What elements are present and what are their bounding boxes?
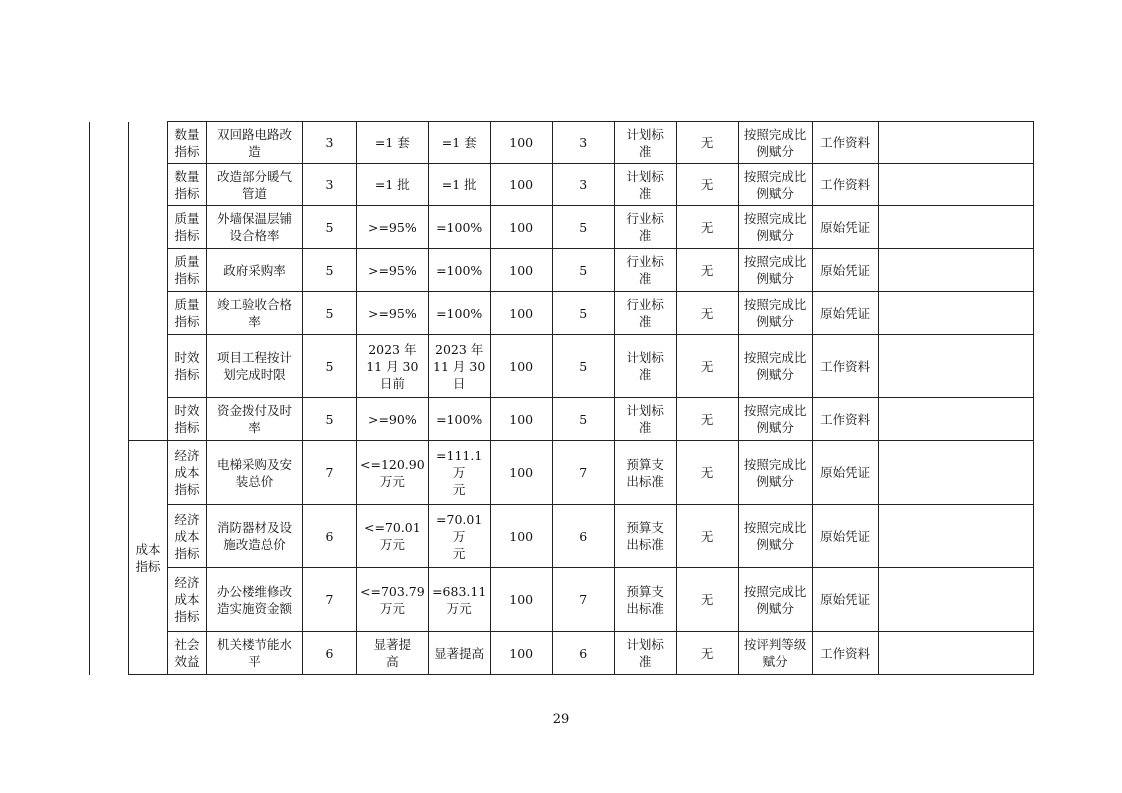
indicator-item-cell: 电梯采购及安 装总价: [207, 441, 303, 505]
indicator-item-cell: 外墙保温层铺 设合格率: [207, 206, 303, 249]
completion-rate-cell: 100: [490, 292, 552, 335]
page-number: 29: [552, 712, 570, 727]
note-cell: [878, 441, 1033, 505]
sub-indicator-cell: 质量 指标: [168, 292, 207, 335]
target-value-cell: <=70.01 万元: [357, 505, 429, 568]
weight-cell: 3: [303, 164, 357, 206]
weight-cell: 7: [303, 441, 357, 505]
actual-value-cell: =100%: [428, 249, 490, 292]
deduction-cell: 无: [676, 505, 738, 568]
cost-category-cell: 成本 指标: [129, 441, 168, 675]
target-value-cell: =1 批: [357, 164, 429, 206]
completion-rate-cell: 100: [490, 568, 552, 632]
scoring-method-cell: 按照完成比 例赋分: [738, 505, 812, 568]
target-value-cell: 显著提 高: [357, 632, 429, 675]
sub-indicator-cell: 数量 指标: [168, 164, 207, 206]
scoring-method-cell: 按照完成比 例赋分: [738, 249, 812, 292]
completion-rate-cell: 100: [490, 335, 552, 398]
standard-cell: 计划标 准: [614, 164, 676, 206]
score-cell: 6: [552, 632, 614, 675]
standard-cell: 计划标 准: [614, 122, 676, 164]
scoring-method-cell: 按照完成比 例赋分: [738, 122, 812, 164]
indicator-item-cell: 项目工程按计 划完成时限: [207, 335, 303, 398]
indicator-item-cell: 办公楼维修改 造实施资金额: [207, 568, 303, 632]
scoring-method-cell: 按照完成比 例赋分: [738, 441, 812, 505]
target-value-cell: <=120.90 万元: [357, 441, 429, 505]
weight-cell: 5: [303, 249, 357, 292]
scoring-method-cell: 按照完成比 例赋分: [738, 292, 812, 335]
note-cell: [878, 335, 1033, 398]
sub-indicator-cell: 社会 效益: [168, 632, 207, 675]
standard-cell: 预算支 出标准: [614, 568, 676, 632]
deduction-cell: 无: [676, 164, 738, 206]
evidence-source-cell: 原始凭证: [812, 249, 878, 292]
note-cell: [878, 164, 1033, 206]
completion-rate-cell: 100: [490, 122, 552, 164]
completion-rate-cell: 100: [490, 398, 552, 441]
score-cell: 7: [552, 568, 614, 632]
actual-value-cell: =100%: [428, 206, 490, 249]
actual-value-cell: =100%: [428, 292, 490, 335]
note-cell: [878, 249, 1033, 292]
target-value-cell: =1 套: [357, 122, 429, 164]
indicator-item-cell: 资金拨付及时 率: [207, 398, 303, 441]
deduction-cell: 无: [676, 632, 738, 675]
level2-category-cell: [129, 122, 168, 441]
scoring-method-cell: 按照完成比 例赋分: [738, 335, 812, 398]
actual-value-cell: =683.11 万元: [428, 568, 490, 632]
standard-cell: 计划标 准: [614, 398, 676, 441]
evidence-source-cell: 工作资料: [812, 335, 878, 398]
evidence-source-cell: 工作资料: [812, 164, 878, 206]
score-cell: 7: [552, 441, 614, 505]
score-cell: 3: [552, 122, 614, 164]
scoring-method-cell: 按照完成比 例赋分: [738, 206, 812, 249]
indicator-item-cell: 政府采购率: [207, 249, 303, 292]
indicator-item-cell: 竣工验收合格 率: [207, 292, 303, 335]
actual-value-cell: 显著提高: [428, 632, 490, 675]
indicator-item-cell: 双回路电路改 造: [207, 122, 303, 164]
completion-rate-cell: 100: [490, 632, 552, 675]
note-cell: [878, 122, 1033, 164]
note-cell: [878, 292, 1033, 335]
standard-cell: 计划标 准: [614, 335, 676, 398]
evidence-source-cell: 原始凭证: [812, 568, 878, 632]
indicator-item-cell: 改造部分暖气 管道: [207, 164, 303, 206]
target-value-cell: 2023 年 11 月 30 日前: [357, 335, 429, 398]
completion-rate-cell: 100: [490, 505, 552, 568]
weight-cell: 5: [303, 335, 357, 398]
deduction-cell: 无: [676, 206, 738, 249]
scoring-method-cell: 按评判等级 赋分: [738, 632, 812, 675]
target-value-cell: <=703.79 万元: [357, 568, 429, 632]
note-cell: [878, 632, 1033, 675]
score-cell: 5: [552, 206, 614, 249]
evidence-source-cell: 原始凭证: [812, 206, 878, 249]
note-cell: [878, 206, 1033, 249]
deduction-cell: 无: [676, 292, 738, 335]
actual-value-cell: =111.1 万 元: [428, 441, 490, 505]
target-value-cell: >=95%: [357, 292, 429, 335]
score-cell: 6: [552, 505, 614, 568]
scoring-method-cell: 按照完成比 例赋分: [738, 398, 812, 441]
sub-indicator-cell: 时效 指标: [168, 335, 207, 398]
completion-rate-cell: 100: [490, 249, 552, 292]
evidence-source-cell: 工作资料: [812, 398, 878, 441]
weight-cell: 5: [303, 398, 357, 441]
scoring-method-cell: 按照完成比 例赋分: [738, 568, 812, 632]
deduction-cell: 无: [676, 441, 738, 505]
actual-value-cell: =1 套: [428, 122, 490, 164]
sub-indicator-cell: 时效 指标: [168, 398, 207, 441]
performance-indicator-table: [89, 121, 1034, 675]
standard-cell: 计划标 准: [614, 632, 676, 675]
evidence-source-cell: 原始凭证: [812, 441, 878, 505]
score-cell: 5: [552, 335, 614, 398]
weight-cell: 6: [303, 632, 357, 675]
completion-rate-cell: 100: [490, 206, 552, 249]
deduction-cell: 无: [676, 568, 738, 632]
level1-category-cell: [90, 122, 129, 675]
evidence-source-cell: 原始凭证: [812, 505, 878, 568]
actual-value-cell: =1 批: [428, 164, 490, 206]
sub-indicator-cell: 质量 指标: [168, 249, 207, 292]
indicator-item-cell: 消防器材及设 施改造总价: [207, 505, 303, 568]
indicator-item-cell: 机关楼节能水 平: [207, 632, 303, 675]
note-cell: [878, 568, 1033, 632]
score-cell: 3: [552, 164, 614, 206]
target-value-cell: >=95%: [357, 206, 429, 249]
standard-cell: 预算支 出标准: [614, 441, 676, 505]
weight-cell: 7: [303, 568, 357, 632]
sub-indicator-cell: 数量 指标: [168, 122, 207, 164]
sub-indicator-cell: 经济 成本 指标: [168, 441, 207, 505]
note-cell: [878, 398, 1033, 441]
standard-cell: 预算支 出标准: [614, 505, 676, 568]
deduction-cell: 无: [676, 398, 738, 441]
actual-value-cell: =70.01 万 元: [428, 505, 490, 568]
deduction-cell: 无: [676, 249, 738, 292]
actual-value-cell: 2023 年 11 月 30 日: [428, 335, 490, 398]
score-cell: 5: [552, 249, 614, 292]
score-cell: 5: [552, 292, 614, 335]
weight-cell: 6: [303, 505, 357, 568]
standard-cell: 行业标 准: [614, 206, 676, 249]
evidence-source-cell: 工作资料: [812, 122, 878, 164]
completion-rate-cell: 100: [490, 164, 552, 206]
weight-cell: 5: [303, 206, 357, 249]
note-cell: [878, 505, 1033, 568]
completion-rate-cell: 100: [490, 441, 552, 505]
deduction-cell: 无: [676, 335, 738, 398]
deduction-cell: 无: [676, 122, 738, 164]
standard-cell: 行业标 准: [614, 292, 676, 335]
weight-cell: 5: [303, 292, 357, 335]
scoring-method-cell: 按照完成比 例赋分: [738, 164, 812, 206]
score-cell: 5: [552, 398, 614, 441]
sub-indicator-cell: 经济 成本 指标: [168, 505, 207, 568]
actual-value-cell: =100%: [428, 398, 490, 441]
target-value-cell: >=95%: [357, 249, 429, 292]
evidence-source-cell: 工作资料: [812, 632, 878, 675]
weight-cell: 3: [303, 122, 357, 164]
sub-indicator-cell: 经济 成本 指标: [168, 568, 207, 632]
evidence-source-cell: 原始凭证: [812, 292, 878, 335]
standard-cell: 行业标 准: [614, 249, 676, 292]
target-value-cell: >=90%: [357, 398, 429, 441]
sub-indicator-cell: 质量 指标: [168, 206, 207, 249]
